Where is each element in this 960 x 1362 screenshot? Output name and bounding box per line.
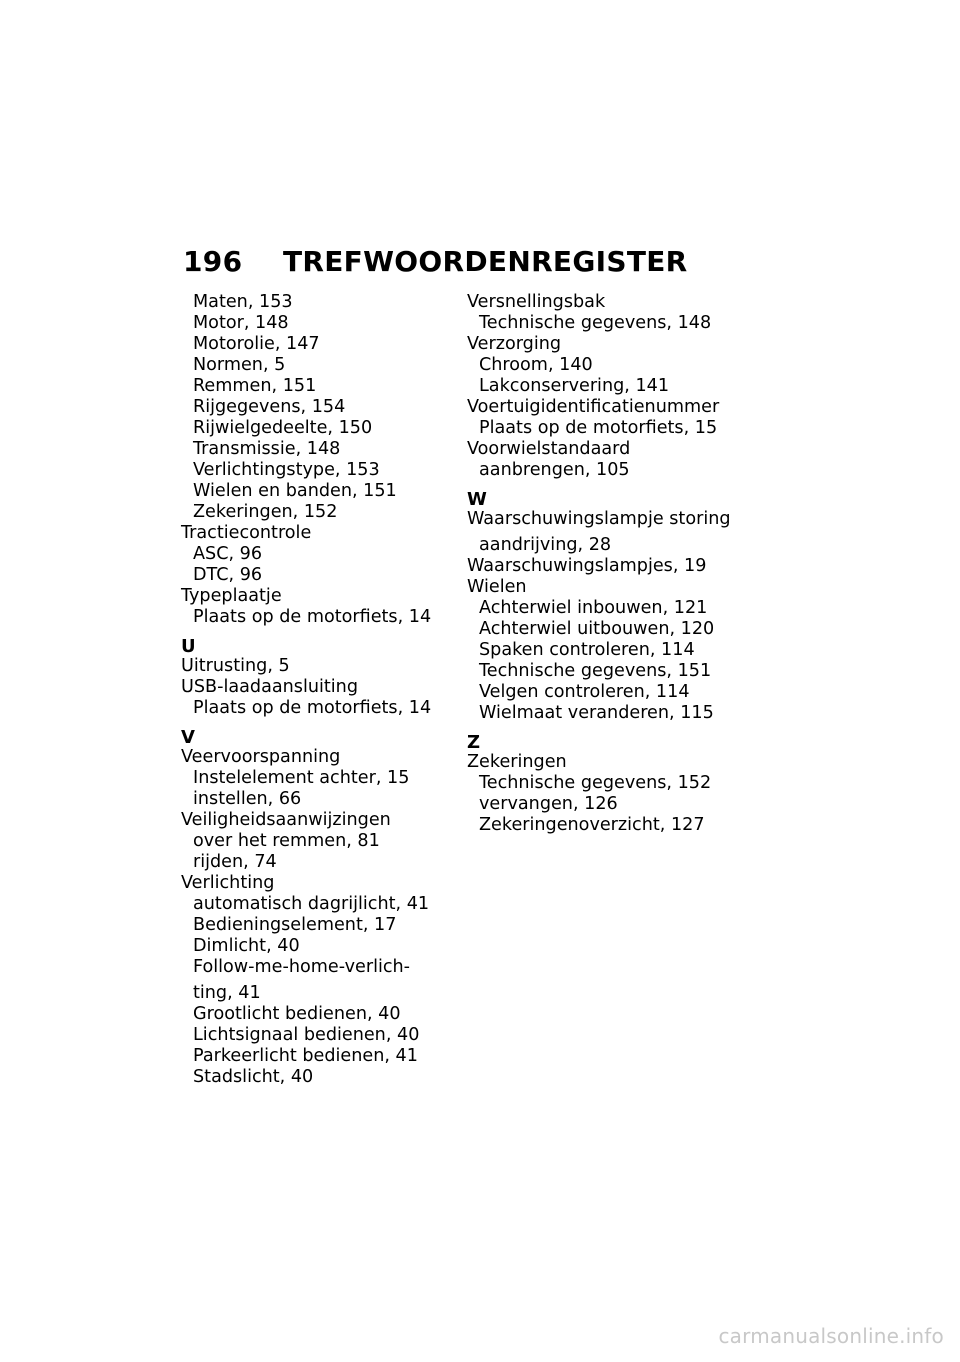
index-entry: Transmissie, 148 <box>193 439 341 459</box>
index-entry: Zekeringenoverzicht, 127 <box>479 815 705 835</box>
index-entry: instellen, 66 <box>193 789 302 809</box>
index-entry: Remmen, 151 <box>193 376 317 396</box>
index-entry: Verlichtingstype, 153 <box>193 460 380 480</box>
index-heading: Typeplaatje <box>181 586 282 606</box>
section-letter-w: W <box>467 489 487 510</box>
index-heading: Voorwielstandaard <box>467 439 631 459</box>
index-entry: aandrijving, 28 <box>479 535 612 555</box>
section-letter-z: Z <box>467 732 481 753</box>
index-heading: Waarschuwingslampjes, 19 <box>467 556 707 576</box>
index-entry: Maten, 153 <box>193 292 293 312</box>
index-heading: Waarschuwingslampje storing <box>467 509 731 529</box>
index-entry: Rijwielgedeelte, 150 <box>193 418 373 438</box>
index-entry: Chroom, 140 <box>479 355 593 375</box>
index-entry: Technische gegevens, 148 <box>479 313 712 333</box>
index-entry: Technische gegevens, 151 <box>479 661 712 681</box>
index-entry: Velgen controleren, 114 <box>479 682 690 702</box>
index-column-right <box>467 292 737 836</box>
index-entry: Technische gegevens, 152 <box>479 773 712 793</box>
page-header <box>183 243 688 279</box>
index-entry: Achterwiel inbouwen, 121 <box>479 598 708 618</box>
section-letter-u: U <box>181 636 196 657</box>
index-entry: Dimlicht, 40 <box>193 936 300 956</box>
index-entry: Plaats op de motorfiets, 14 <box>193 607 432 627</box>
index-heading: Verlichting <box>181 873 275 893</box>
index-column-left <box>181 292 451 1088</box>
index-entry: Achterwiel uitbouwen, 120 <box>479 619 715 639</box>
index-heading: Tractiecontrole <box>181 523 312 543</box>
index-heading: Wielen <box>467 577 527 597</box>
index-heading: Versnellingsbak <box>467 292 606 312</box>
index-entry: over het remmen, 81 <box>193 831 380 851</box>
index-heading: Uitrusting, 5 <box>181 656 290 676</box>
index-entry: Wielen en banden, 151 <box>193 481 397 501</box>
page-number: 196 <box>183 244 243 278</box>
index-entry: Stadslicht, 40 <box>193 1067 314 1087</box>
index-entry: rijden, 74 <box>193 852 277 872</box>
index-entry: Wielmaat veranderen, 115 <box>479 703 714 723</box>
index-entry: Lakconservering, 141 <box>479 376 670 396</box>
index-heading: Voertuigidentificatienummer <box>467 397 720 417</box>
index-entry: Plaats op de motorfiets, 15 <box>479 418 718 438</box>
index-heading: Veervoorspanning <box>181 747 341 767</box>
index-entry: Bedieningselement, 17 <box>193 915 397 935</box>
index-entry: Zekeringen, 152 <box>193 502 338 522</box>
index-entry: Motor, 148 <box>193 313 289 333</box>
index-heading: USB-laadaansluiting <box>181 677 358 697</box>
index-heading: Zekeringen <box>467 752 567 772</box>
index-entry: Instelelement achter, 15 <box>193 768 410 788</box>
index-entry: Motorolie, 147 <box>193 334 320 354</box>
index-entry: Normen, 5 <box>193 355 286 375</box>
index-entry: vervangen, 126 <box>479 794 618 814</box>
index-entry: Spaken controleren, 114 <box>479 640 695 660</box>
index-entry: Lichtsignaal bedienen, 40 <box>193 1025 420 1045</box>
index-entry: automatisch dagrijlicht, 41 <box>193 894 430 914</box>
index-entry: aanbrengen, 105 <box>479 460 630 480</box>
index-entry: Parkeerlicht bedienen, 41 <box>193 1046 418 1066</box>
index-entry: Follow-me-home-verlich- <box>193 957 411 977</box>
page-title: TREFWOORDENREGISTER <box>283 244 688 278</box>
index-entry: ting, 41 <box>193 983 261 1003</box>
index-entry: DTC, 96 <box>193 565 263 585</box>
watermark: carmanualsonline.info <box>718 1324 944 1348</box>
index-entry: Plaats op de motorfiets, 14 <box>193 698 432 718</box>
index-heading: Verzorging <box>467 334 562 354</box>
index-entry: Grootlicht bedienen, 40 <box>193 1004 401 1024</box>
index-heading: Veiligheidsaanwijzingen <box>181 810 391 830</box>
section-letter-v: V <box>181 727 195 748</box>
index-entry: Rijgegevens, 154 <box>193 397 346 417</box>
index-entry: ASC, 96 <box>193 544 263 564</box>
